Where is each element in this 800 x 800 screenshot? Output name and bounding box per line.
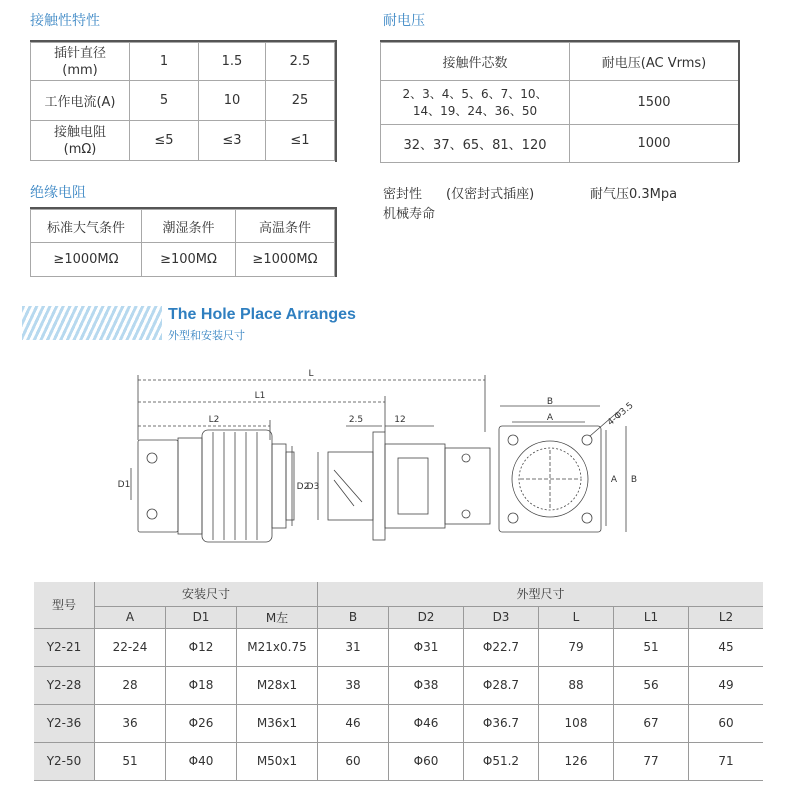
contact-section-title: 接触性特性 [30,13,100,29]
dim-cell: 67 [614,704,689,742]
insulation-header: 潮湿条件 [142,210,236,243]
dim-A-top: A [546,413,554,423]
dim-cell: 71 [689,742,764,780]
voltage-table [380,42,739,163]
banner-stripes [22,306,162,340]
dim-cell: M36x1 [237,704,318,742]
model-cell: Y2-28 [34,666,95,704]
seal-value: 耐气压0.3Mpa [590,187,678,202]
dim-cell: M21x0.75 [237,628,318,666]
table-row [34,666,763,704]
dim-L: L [308,369,314,379]
voltage-count-cell: 32、37、65、81、120 [381,125,570,163]
dim-cell: Φ40 [166,742,237,780]
dim-cell: Φ31 [389,628,464,666]
col-header: A [95,606,166,628]
dim-cell: 60 [689,704,764,742]
mechanical-life-label: 机械寿命 [383,207,436,222]
col-header: M左 [237,606,318,628]
dim-D2: D2 [296,482,310,492]
dim-cell: Φ36.7 [464,704,539,742]
dim-cell: 28 [95,666,166,704]
contact-cell: 25 [266,81,335,121]
insulation-table [30,209,335,277]
dim-cell: M50x1 [237,742,318,780]
dim-cell: 60 [318,742,389,780]
contact-row-label: 工作电流(A) [31,81,130,121]
dim-cell: Φ26 [166,704,237,742]
dim-B-side: B [630,475,638,485]
seal-label: 密封性 [383,187,423,202]
insulation-value: ≥1000MΩ [236,243,335,277]
model-cell: Y2-36 [34,704,95,742]
model-header: 型号 [34,582,95,628]
insulation-header: 标准大气条件 [31,210,142,243]
table-row [34,628,763,666]
contact-cell: 2.5 [266,43,335,81]
outline-header: 外型尺寸 [318,582,764,606]
dim-holes: 4-Φ3.5 [605,400,636,429]
col-header: D3 [464,606,539,628]
insulation-value: ≥100MΩ [142,243,236,277]
dim-cell: Φ46 [389,704,464,742]
dim-cell: 51 [95,742,166,780]
col-header: L2 [689,606,764,628]
dim-cell: 126 [539,742,614,780]
insulation-table-right-rule [335,207,337,277]
dimensions-table [34,582,763,781]
col-header: D1 [166,606,237,628]
dim-cell: Φ51.2 [464,742,539,780]
dim-2-5: 2.5 [348,415,364,425]
contact-cell: ≤1 [266,121,335,161]
dim-cell: 77 [614,742,689,780]
dim-cell: 36 [95,704,166,742]
table-row [34,704,763,742]
dim-cell: 56 [614,666,689,704]
install-header: 安装尺寸 [95,582,318,606]
contact-table-right-rule [335,40,337,162]
outline-drawing [0,360,800,560]
dim-L2: L2 [208,415,220,425]
contact-row-label: 接触电阻 (mΩ) [31,121,130,161]
dim-cell: 31 [318,628,389,666]
voltage-count-cell: 2、3、4、5、6、7、10、 14、19、24、36、50 [381,81,570,125]
dim-cell: Φ28.7 [464,666,539,704]
col-header: D2 [389,606,464,628]
dim-cell: 51 [614,628,689,666]
dim-cell: 108 [539,704,614,742]
insulation-header: 高温条件 [236,210,335,243]
dim-L1: L1 [254,391,266,401]
dim-B-top: B [546,397,554,407]
contact-row-label: 插针直径 (mm) [31,43,130,81]
voltage-header: 接触件芯数 [381,43,570,81]
seal-type: (仅密封式插座) [446,187,535,202]
contact-cell: 5 [130,81,199,121]
dim-cell: M28x1 [237,666,318,704]
dim-12: 12 [394,415,406,425]
contact-cell: 10 [199,81,266,121]
voltage-header: 耐电压(AC Vrms) [570,43,739,81]
dim-D3: D3 [306,482,320,492]
contact-cell: 1.5 [199,43,266,81]
voltage-table-right-rule [738,40,740,162]
col-header: L [539,606,614,628]
insulation-section-title: 绝缘电阻 [30,185,86,201]
dim-cell: 49 [689,666,764,704]
voltage-value-cell: 1500 [570,81,739,125]
model-cell: Y2-21 [34,628,95,666]
dim-cell: 46 [318,704,389,742]
dim-cell: Φ18 [166,666,237,704]
dim-cell: 38 [318,666,389,704]
dim-cell: 79 [539,628,614,666]
dim-cell: Φ22.7 [464,628,539,666]
insulation-value: ≥1000MΩ [31,243,142,277]
dim-cell: 88 [539,666,614,704]
dim-cell: 45 [689,628,764,666]
banner-subtitle: 外型和安装尺寸 [168,329,245,342]
voltage-section-title: 耐电压 [383,13,425,29]
banner-title: The Hole Place Arranges [168,306,356,323]
dim-cell: 22-24 [95,628,166,666]
model-cell: Y2-50 [34,742,95,780]
dim-cell: Φ60 [389,742,464,780]
voltage-value-cell: 1000 [570,125,739,163]
table-row [34,742,763,780]
col-header: L1 [614,606,689,628]
contact-table [30,42,335,161]
col-header: B [318,606,389,628]
contact-cell: ≤5 [130,121,199,161]
contact-cell: 1 [130,43,199,81]
contact-cell: ≤3 [199,121,266,161]
dim-D1: D1 [117,480,131,490]
dim-A-side: A [610,475,618,485]
dim-cell: Φ12 [166,628,237,666]
dim-cell: Φ38 [389,666,464,704]
